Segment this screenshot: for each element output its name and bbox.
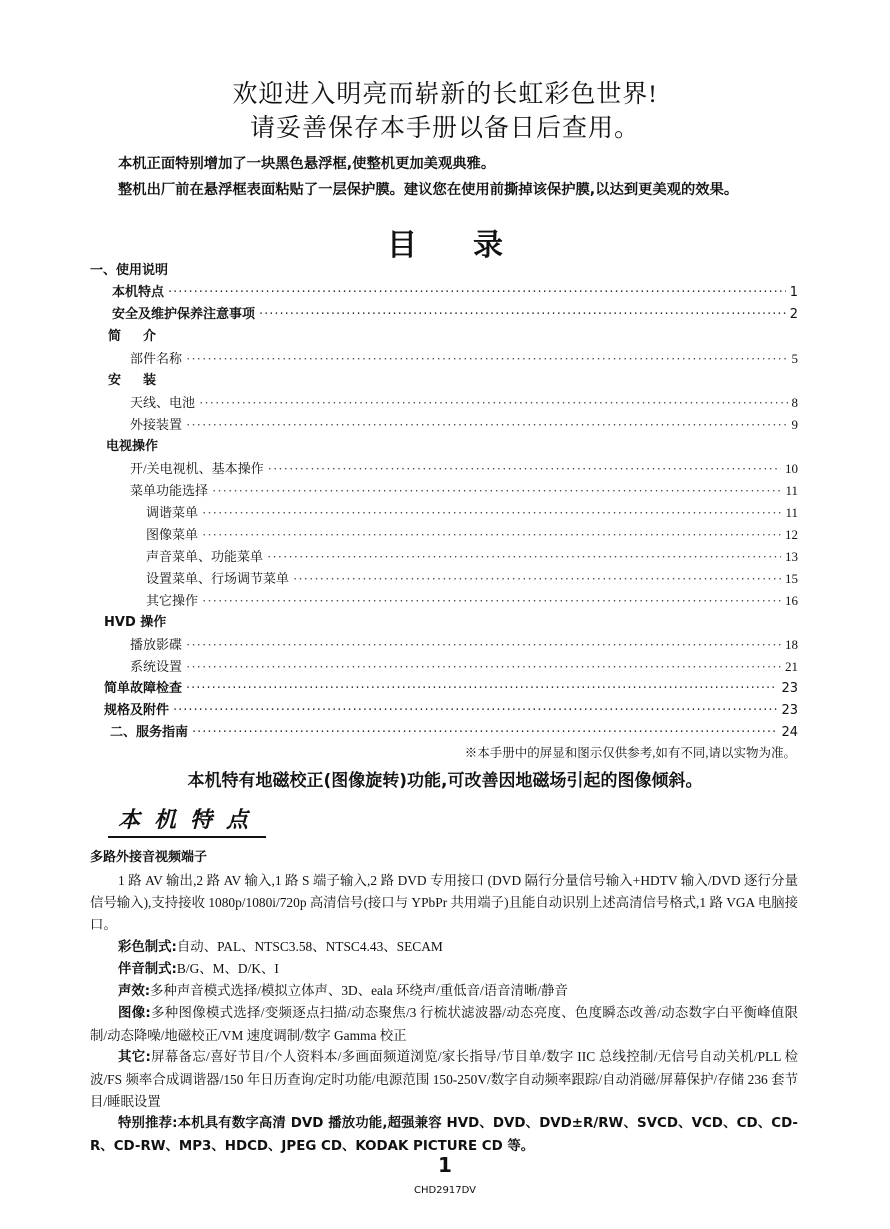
toc-entry-label: 调谐菜单	[146, 505, 199, 520]
toc-entry[interactable]	[112, 305, 798, 325]
toc-entry-label: 开/关电视机、基本操作	[130, 461, 264, 476]
toc-entry-label: 声音菜单、功能菜单	[146, 549, 264, 564]
toc-entry[interactable]	[146, 503, 798, 523]
toc-page-number: 11	[785, 483, 798, 498]
toc-entry[interactable]	[146, 547, 798, 567]
special-value: 本机具有数字高清 DVD 播放功能,超强兼容 HVD、DVD、DVD±R/RW、SVCD、VCD、CD、CD-R、CD-RW、MP3、HDCD、JPEG CD、KODAK PICTURE CD 等。	[90, 1116, 798, 1154]
toc-entry[interactable]	[110, 723, 798, 743]
color-system-label: 彩色制式:	[118, 940, 177, 955]
toc-entry-label: 电视操作	[106, 439, 159, 454]
toc-page-number: 8	[791, 395, 798, 410]
toc-entry-label: 简单故障检查	[104, 681, 183, 696]
sound-effect-label: 声效:	[118, 984, 151, 999]
toc-entry-label: 本机特点	[112, 285, 165, 300]
toc-page-number: 24	[781, 725, 798, 740]
toc-page-number: 1	[789, 285, 798, 300]
sound-system-line	[90, 958, 798, 981]
toc-entry-label: 安装	[108, 373, 179, 388]
toc-entry[interactable]	[104, 679, 798, 699]
toc-page-number: 13	[785, 549, 798, 564]
section-title-underline	[108, 836, 266, 838]
toc-entry-label: 规格及附件	[104, 703, 170, 718]
toc-heading-hvd	[104, 613, 798, 633]
model-number: CHD2917DV	[413, 1185, 477, 1196]
toc-entry-label: 设置菜单、行场调节菜单	[146, 571, 290, 586]
sound-effect-line	[90, 980, 798, 1003]
toc-page-number: 11	[785, 505, 798, 520]
toc-page-number: 2	[789, 307, 798, 322]
toc-entry-label: 部件名称	[130, 351, 183, 366]
toc-heading-tv	[106, 437, 798, 457]
toc-entry[interactable]	[146, 569, 798, 589]
toc-entry[interactable]	[130, 415, 798, 435]
page-number: 1	[438, 1153, 452, 1177]
toc-entry[interactable]	[130, 393, 798, 413]
toc-page-number: 9	[791, 417, 798, 432]
toc-page-number: 16	[785, 593, 798, 608]
image-value: 多种图像模式选择/变频逐点扫描/动态聚焦/3 行梳状滤波器/动态亮度、色度瞬态改善/动态数字白平衡峰值限制/动态降噪/地磁校正/VM 速度调制/数字 Gamma 校正	[90, 1005, 798, 1043]
image-features-paragraph	[90, 1002, 798, 1047]
disclaimer-note: ※本手册中的屏显和图示仅供参考,如有不同,请以实物为准。	[464, 746, 796, 760]
toc-heading-intro	[108, 327, 798, 347]
toc-entry-label: 安全及维护保养注意事项	[112, 307, 256, 322]
toc-entry-label: 简介	[108, 329, 179, 344]
toc-entry-label: 菜单功能选择	[130, 483, 209, 498]
toc-entry-label: 图像菜单	[146, 527, 199, 542]
toc-page-number: 12	[785, 527, 798, 542]
toc-page-number: 23	[781, 681, 798, 696]
toc-entry-label: HVD 操作	[104, 615, 167, 630]
intro-paragraph-1: 本机正面特别增加了一块黑色悬浮框,使整机更加美观典雅。	[118, 156, 496, 172]
other-features-paragraph	[90, 1046, 798, 1113]
toc-page-number: 15	[785, 571, 798, 586]
section-title-features: 本机特点	[118, 808, 263, 833]
geomagnetic-feature-line: 本机特有地磁校正(图像旋转)功能,可改善因地磁场引起的图像倾斜。	[187, 771, 703, 791]
color-system-value: 自动、PAL、NTSC3.58、NTSC4.43、SECAM	[176, 939, 443, 954]
subhead-av-ports: 多路外接音视频端子	[90, 850, 208, 865]
toc-heading-usage	[90, 261, 798, 281]
sound-system-value: B/G、M、D/K、I	[176, 961, 279, 976]
toc-entry-label: 天线、电池	[130, 395, 196, 410]
intro-paragraph-2: 整机出厂前在悬浮框表面粘贴了一层保护膜。建议您在使用前撕掉该保护膜,以达到更美观的效果。	[118, 182, 739, 198]
toc-entry-label: 二、服务指南	[110, 725, 189, 740]
toc-entry[interactable]	[146, 591, 798, 611]
toc-page-number: 21	[785, 659, 798, 674]
color-system-line	[90, 936, 798, 959]
toc-title: 目录	[387, 228, 559, 263]
toc-entry-label: 外接装置	[130, 417, 183, 432]
toc-entry[interactable]	[146, 525, 798, 545]
toc-entry-label: 一、使用说明	[90, 263, 169, 278]
toc-entry[interactable]	[104, 701, 798, 721]
welcome-line-1: 欢迎进入明亮而崭新的长虹彩色世界!	[232, 81, 658, 108]
sound-effect-value: 多种声音模式选择/模拟立体声、3D、eala 环绕声/重低音/语音清晰/静音	[150, 983, 568, 998]
toc-entry[interactable]	[130, 481, 798, 501]
toc-heading-install	[108, 371, 798, 391]
toc-entry[interactable]	[112, 283, 798, 303]
image-label: 图像:	[118, 1006, 151, 1021]
toc-page-number: 23	[781, 703, 798, 718]
other-label: 其它:	[118, 1050, 151, 1065]
other-value: 屏幕备忘/喜好节目/个人资料本/多画面频道浏览/家长指导/节目单/数字 IIC 总线控制/无信号自动关机/PLL 检波/FS 频率合成调谐器/150 年日历查询/定时功能/电源范围 150-250V/数字自动频率跟踪/自动消磁/屏幕保护/存储 236 套节目/睡眠设置	[90, 1049, 798, 1109]
toc-page-number: 18	[785, 637, 798, 652]
toc-entry-label: 其它操作	[146, 593, 199, 608]
toc-page-number: 5	[791, 351, 798, 366]
toc-entry[interactable]	[130, 635, 798, 655]
toc-entry[interactable]	[130, 657, 798, 677]
special-label: 特别推荐:	[118, 1116, 178, 1131]
ports-paragraph: 1 路 AV 输出,2 路 AV 输入,1 路 S 端子输入,2 路 DVD 专用接口 (DVD 隔行分量信号输入+HDTV 输入/DVD 逐行分量信号输入),支持接收 1080p/1080i/720p 高清信号(接口与 YPbPr 共用端子)且能自动识别上述高清信号格式,1 路 VGA 电脑接口。	[90, 873, 798, 932]
welcome-line-2: 请妥善保存本手册以备日后查用。	[249, 115, 640, 142]
toc-entry[interactable]	[130, 459, 798, 479]
toc-page-number: 10	[785, 461, 798, 476]
toc-entry-label: 播放影碟	[130, 637, 183, 652]
toc-entry-label: 系统设置	[130, 659, 183, 674]
sound-system-label: 伴音制式:	[118, 962, 177, 977]
toc-entry[interactable]	[130, 349, 798, 369]
